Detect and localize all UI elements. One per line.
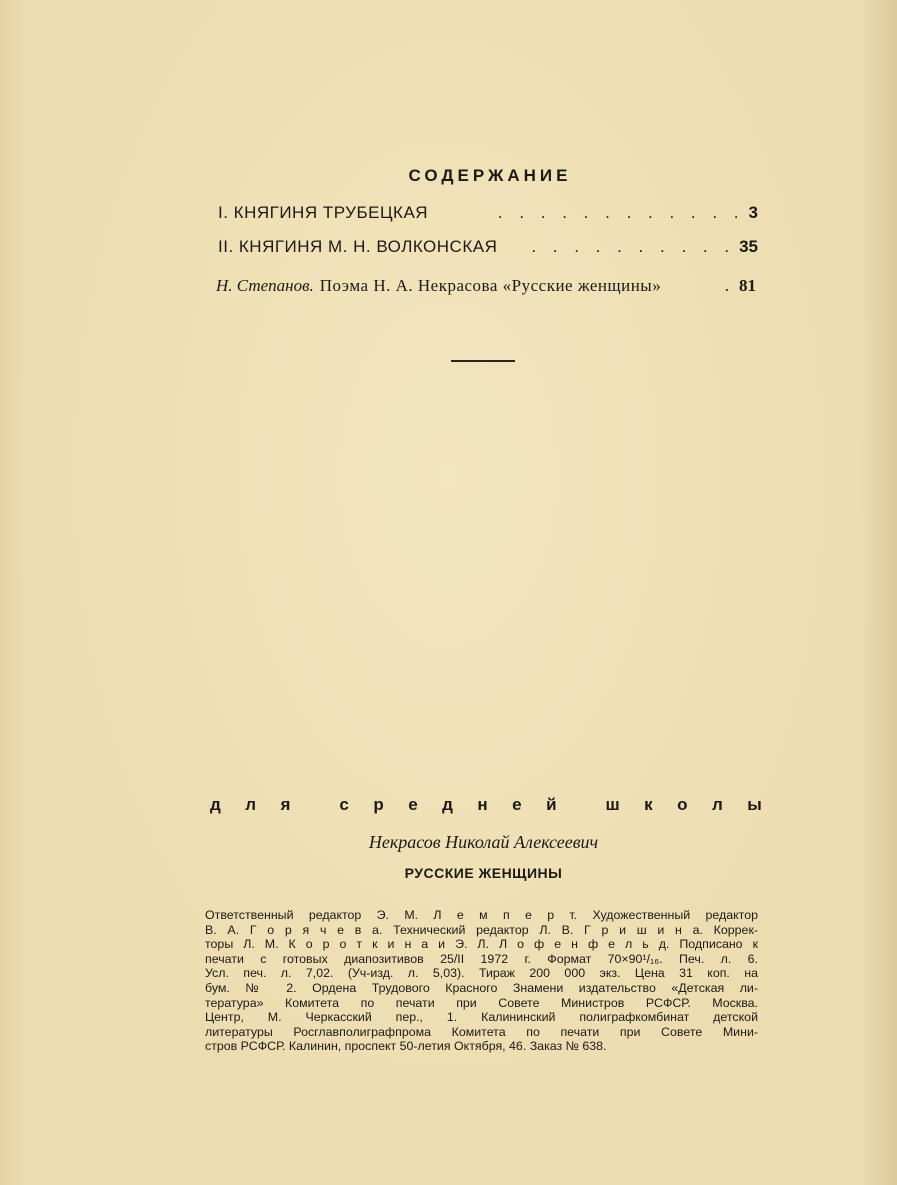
toc-leader-dots: . . . . . . . . . . . . <box>497 203 745 222</box>
toc-heading: СОДЕРЖАНИЕ <box>408 166 572 185</box>
toc-page-number: 35 <box>739 237 758 256</box>
imprint-line: стров РСФСР. Калинин, проспект 50-летия Октября, 46. Заказ № 638. <box>205 1039 607 1054</box>
imprint-line: бум. № 2. Ордена Трудового Красного Знамени издательство «Детская ли- <box>205 980 758 995</box>
book-author: Некрасов Николай Алексеевич <box>368 832 599 852</box>
audience-letter: н <box>477 795 488 814</box>
imprint-line: В. А. Г о р я ч е в а. Технический редактор Л. В. Г р и ш и н а. Коррек- <box>205 922 758 937</box>
toc-entry <box>218 203 758 225</box>
toc-leader-dots: . <box>724 276 735 295</box>
imprint-line: торы Л. М. К о р о т к и н а и Э. Л. Л о ф е н ф е л ь д. Подписано к <box>205 937 758 952</box>
toc-entry-essay <box>216 276 756 298</box>
audience-letter: л <box>245 795 257 814</box>
toc-page-number: 81 <box>739 276 756 295</box>
section-divider <box>451 360 515 362</box>
toc-entry <box>218 237 758 259</box>
book-title: РУССКИЕ ЖЕНЩИНЫ <box>404 865 563 881</box>
imprint-line: Усл. печ. л. 7,02. (Уч-изд. л. 5,03). Тираж 200 000 экз. Цена 31 коп. на <box>205 966 758 981</box>
audience-letter: с <box>339 795 349 814</box>
audience-letter: е <box>408 795 418 814</box>
toc-leader-dots: . . . . . . . . . . <box>531 237 736 256</box>
imprint-line: печати с готовых диапозитивов 25/II 1972 г. Формат 70×90¹/₁₆. Печ. л. 6. <box>205 951 758 966</box>
audience-line <box>210 795 762 815</box>
audience-letter: к <box>644 795 653 814</box>
essay-title: Поэма Н. А. Некрасова «Русские женщины» <box>319 276 662 295</box>
imprint-line: тература» Комитета по печати при Совете Министров РСФСР. Москва. <box>205 995 758 1010</box>
audience-letter: е <box>512 795 522 814</box>
audience-letter: д <box>442 795 453 814</box>
audience-letter: ы <box>747 795 762 814</box>
audience-letter: р <box>373 795 384 814</box>
imprint-line: Ответственный редактор Э. М. Л е м п е р т. Художественный редактор <box>205 908 758 922</box>
imprint-line: литературы Росглавполиграфпрома Комитета по печати при Совете Мини- <box>205 1024 758 1039</box>
toc-entry-title: II. КНЯГИНЯ М. Н. ВОЛКОНСКАЯ <box>218 237 498 256</box>
toc-entry-title: I. КНЯГИНЯ ТРУБЕЦКАЯ <box>218 203 429 222</box>
audience-letter: ш <box>605 795 620 814</box>
audience-letter: о <box>677 795 688 814</box>
audience-letter: д <box>210 795 221 814</box>
audience-letter: й <box>546 795 557 814</box>
imprint-line: Центр, М. Черкасский пер., 1. Калининский полиграфкомбинат детской <box>205 1010 758 1025</box>
imprint-block <box>205 908 758 1054</box>
audience-letter: л <box>711 795 723 814</box>
audience-letter: я <box>280 795 291 814</box>
essay-author: Н. Степанов. <box>216 276 314 295</box>
toc-page-number: 3 <box>748 203 758 222</box>
